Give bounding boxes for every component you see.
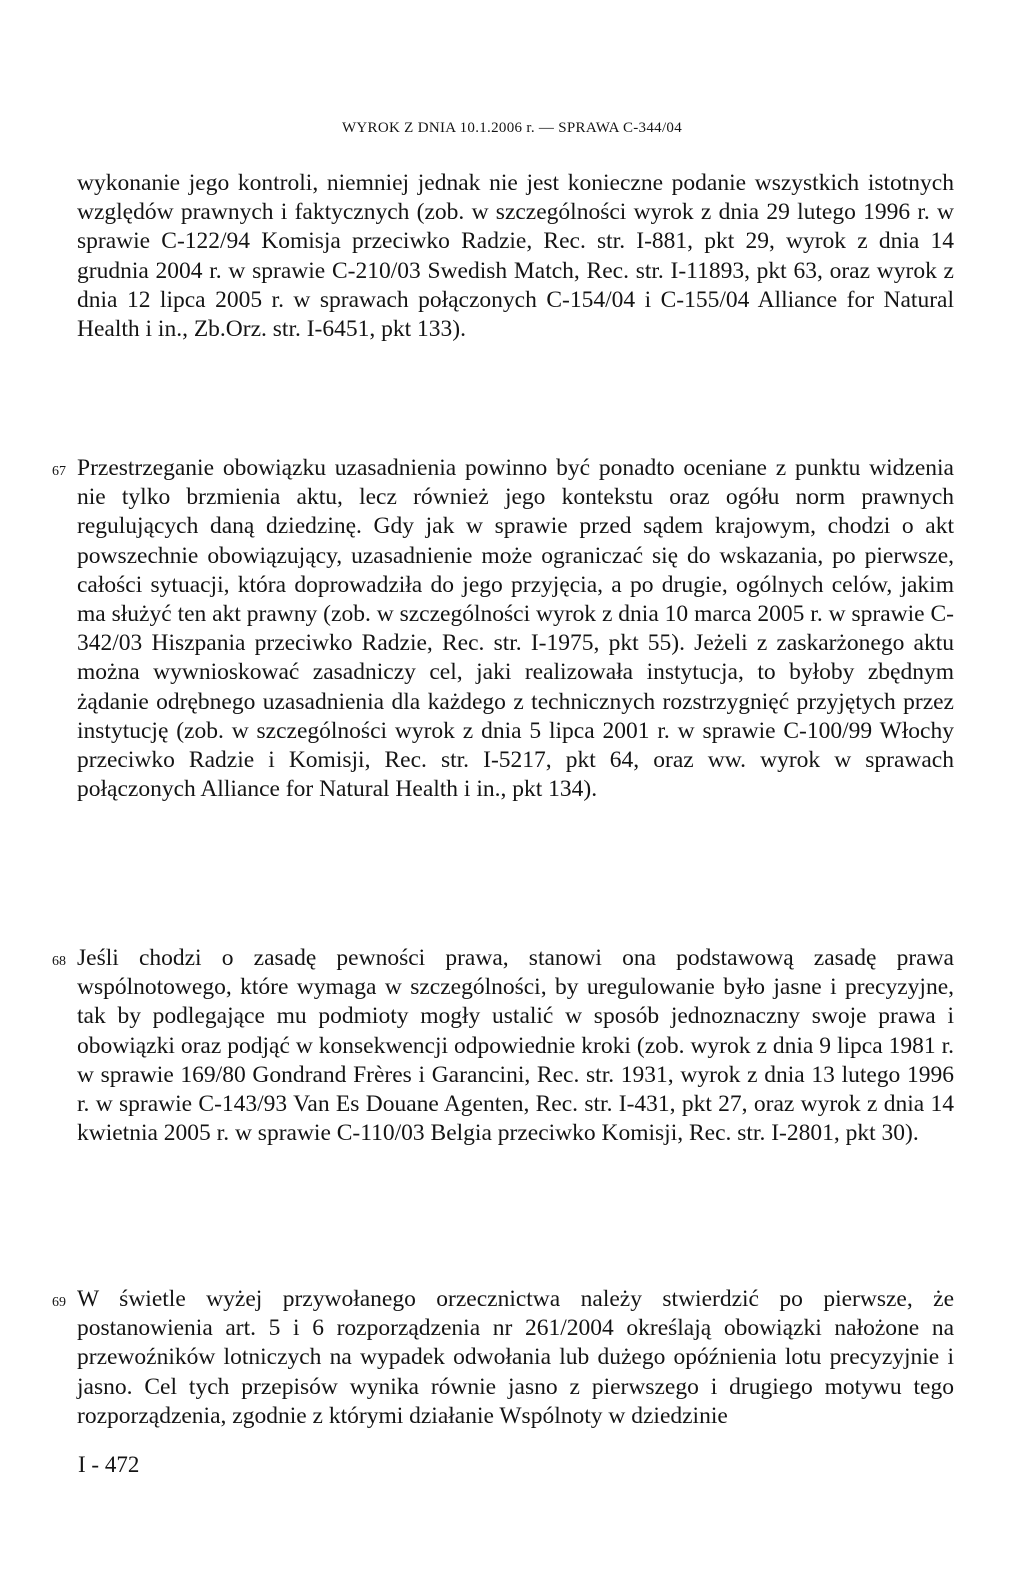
paragraph-number: 69 <box>52 1295 66 1310</box>
paragraph-69: W świetle wyżej przywołanego orzecznictwa należy stwierdzić po pierwsze, że postanowienia art. 5 i 6 rozporządzenia nr 261/2004 określają obowiązki nałożone na przewoźników lotniczych na wypadek odwołania lub dużego opóźnienia lotu precyzyjnie i jasno. Cel tych przepisów wynika równie jasno z pierwszego i drugiego motywu tego rozporządzenia, zgodnie z którymi działanie Wspólnoty w dziedzinie <box>77 1286 954 1429</box>
paragraph-67: Przestrzeganie obowiązku uzasadnienia powinno być ponadto oceniane z punktu widzenia nie tylko brzmienia aktu, lecz również jego kontekstu oraz ogółu norm prawnych regulujących daną dziedzinę. Gdy jak w sprawie przed sądem krajowym, chodzi o akt powszechnie obowiązujący, uzasadnienie może ograniczać się do wskazania, po pierwsze, całości sytuacji, która doprowadziła do jego przyjęcia, a po drugie, ogólnych celów, jakim ma służyć ten akt prawny (zob. w szczególności wyrok z dnia 10 marca 2005 r. w sprawie C-342/03 Hiszpania przeciwko Radzie, Rec. str. I-1975, pkt 55). Jeżeli z zaskarżonego aktu można wywnioskować zasadniczy cel, jaki realizowała instytucja, to byłoby zbędnym żądanie odrębnego uzasadnienia dla każdego z technicznych rozstrzygnięć przyjętych przez instytucję (zob. w szczególności wyrok z dnia 5 lipca 2001 r. w sprawie C-100/99 Włochy przeciwko Radzie i Komisji, Rec. str. I-5217, pkt 64, oraz ww. wyrok w sprawach połączonych Alliance for Natural Health i in., pkt 134). <box>77 455 954 803</box>
page-number: I - 472 <box>78 1452 140 1477</box>
paragraph-number: 68 <box>52 954 66 969</box>
paragraph-number: 67 <box>52 464 66 479</box>
paragraph-68: Jeśli chodzi o zasadę pewności prawa, stanowi ona podstawową zasadę prawa wspólnotowego, które wymaga w szczególności, by uregulowanie było jasne i precyzyjne, tak by podlegające mu podmioty mogły ustalić w sposób jednoznaczny swoje prawa i obowiązki oraz podjąć w konsekwencji odpowiednie kroki (zob. wyrok z dnia 9 lipca 1981 r. w sprawie 169/80 Gondrand Frères i Garancini, Rec. str. 1931, wyrok z dnia 13 lutego 1996 r. w sprawie C-143/93 Van Es Douane Agenten, Rec. str. I-431, pkt 27, oraz wyrok z dnia 14 kwietnia 2005 r. w sprawie C-110/03 Belgia przeciwko Komisji, Rec. str. I-2801, pkt 30). <box>77 945 954 1147</box>
running-header: WYROK Z DNIA 10.1.2006 r. — SPRAWA C-344/04 <box>341 120 683 136</box>
paragraph-continuation: wykonanie jego kontroli, niemniej jednak nie jest konieczne podanie wszystkich istotnych względów prawnych i faktycznych (zob. w szczególności wyrok z dnia 29 lutego 1996 r. w sprawie C-122/94 Komisja przeciwko Radzie, Rec. str. I-881, pkt 29, wyrok z dnia 14 grudnia 2004 r. w sprawie C-210/03 Swedish Match, Rec. str. I-11893, pkt 63, oraz wyrok z dnia 12 lipca 2005 r. w sprawach połączonych C-154/04 i C-155/04 Alliance for Natural Health i in., Zb.Orz. str. I-6451, pkt 133). <box>77 170 954 343</box>
